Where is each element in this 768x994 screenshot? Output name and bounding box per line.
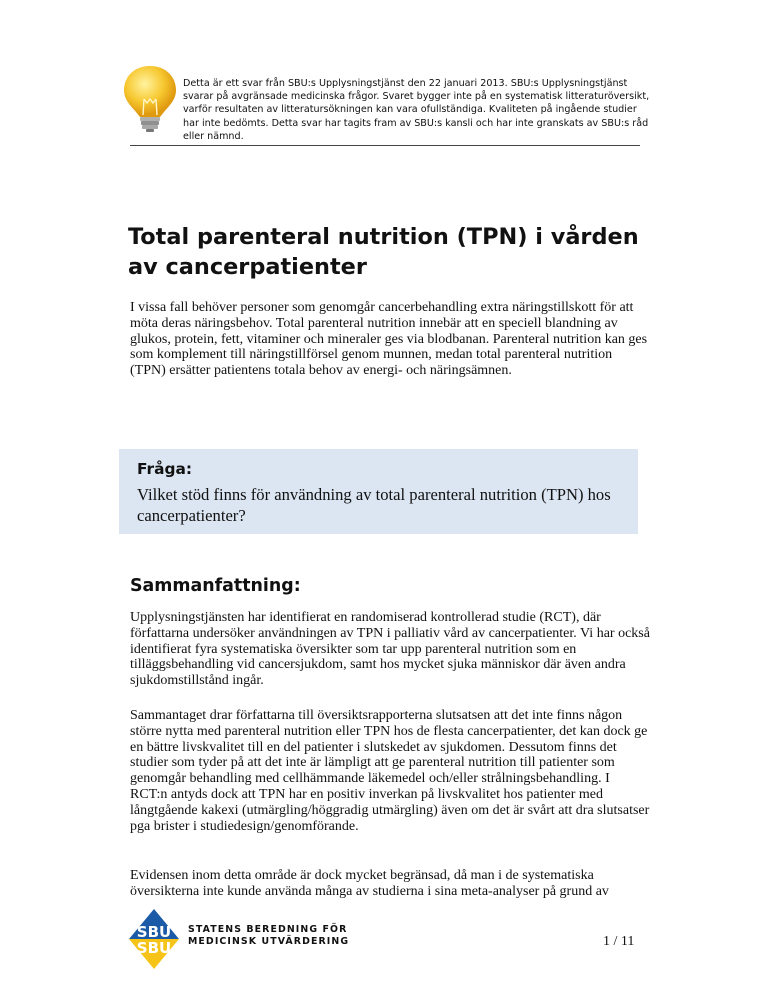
page-number: 1 / 11 (603, 934, 635, 949)
summary-paragraph-3: Evidensen inom detta område är dock mycket begränsad, då man i de systematiska översikterna inte kunde använda många av studierna i sina meta-analyser på grund av (130, 868, 609, 899)
org-line-2: MEDICINSK UTVÄRDERING (188, 935, 350, 947)
question-heading: Fråga: (137, 460, 193, 478)
logo-text-bottom: SBU (136, 939, 172, 957)
intro-paragraph: I vissa fall behöver personer som genomgår cancerbehandling extra näringstillskott för att möta deras näringsbehov. Total parenteral nutrition innebär att en speciell blandning av glukos, protein, fett, vitaminer och mineraler ges via blodbanan. Parenteral nutrition kan ges som komplement till näringstillförsel genom munnen, medan total parenteral nutrition (TPN) ersätter patientens totala behov av energi- och näringsämnen. (130, 300, 648, 379)
summary-heading: Sammanfattning: (130, 576, 301, 596)
question-box (119, 449, 638, 534)
disclaimer-text: Detta är ett svar från SBU:s Upplysningstjänst den 22 januari 2013. SBU:s Upplysningstjänst svarar på avgränsade medicinska frågor. Svaret bygger inte på en systematisk litteraturöversikt, varför resultaten av litteratursökningen kan vara ofullständiga. Kvaliteten på ingående studier har inte bedömts. Detta svar har tagits fram av SBU:s kansli och har inte granskats av SBU:s råd eller nämnd. (183, 77, 650, 143)
summary-paragraph-1: Upplysningstjänsten har identifierat en randomiserad kontrollerad studie (RCT), där författarna undersöker användningen av TPN i palliativ vård av cancerpatienter. Vi har också identifierat fyra systematiska översikter som tar upp parenteral nutrition som en tilläggsbehandling vid cancersjukdom, samt hos mycket sjuka människor där även andra sjukdomstillstånd ingår. (130, 610, 650, 689)
org-line-1: STATENS BEREDNING FÖR (188, 924, 348, 935)
sbu-logo (128, 908, 180, 970)
question-text: Vilket stöd finns för användning av total parenteral nutrition (TPN) hos cancerpatienter? (137, 485, 611, 525)
header-divider (130, 145, 640, 146)
lightbulb-icon (120, 63, 180, 133)
logo-text-top: SBU (136, 923, 172, 941)
summary-paragraph-2: Sammantaget drar författarna till översiktsrapporterna slutsatsen att det inte finns någon större nytta med parenteral nutrition eller TPN hos de flesta cancerpatienter, det kan dock ge en bättre livskvalitet till en del patienter i slutskedet av sjukdomen. Dessutom finns det studier som tyder på att det inte är lämpligt att ge parenteral nutrition till patienter som genomgår behandling med cellhämmande läkemedel och/eller strålningsbehandling. I RCT:n antyds dock att TPN har en positiv inverkan på livskvalitet hos patienter med långtgående kakexi (utmärgling/höggradig utmärgling) även om det är svårt att dra slutsatser pga brister i studiedesign/genomförande. (130, 708, 650, 834)
page-title: Total parenteral nutrition (TPN) i vården av cancerpatienter (128, 224, 639, 280)
organization-name (188, 924, 349, 947)
